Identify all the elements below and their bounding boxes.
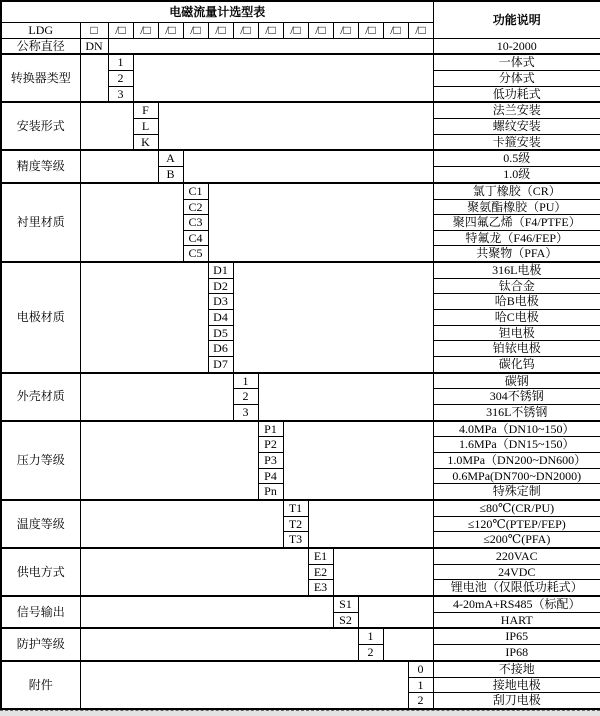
category-label: 信号输出	[1, 596, 80, 628]
bottom-cutoff-strip	[0, 710, 600, 716]
spacer-cell	[80, 373, 233, 421]
option-description: 4-20mA+RS485（标配）	[433, 596, 600, 612]
spacer-cell	[80, 150, 158, 182]
code-slot: /□	[183, 23, 208, 39]
option-description: 一体式	[433, 54, 600, 70]
option-description: 碳化钨	[433, 356, 600, 372]
option-code: 3	[108, 86, 133, 102]
option-description: ≤80℃(CR/PU)	[433, 500, 600, 516]
code-slot: /□	[358, 23, 383, 39]
option-description: 钛合金	[433, 278, 600, 294]
option-code: 1	[408, 677, 433, 693]
option-code: 2	[358, 645, 383, 661]
option-description: 特氟龙（F46/FEP）	[433, 230, 600, 246]
option-code: D2	[208, 278, 233, 294]
option-description: ≤200℃(PFA)	[433, 532, 600, 548]
option-code: D3	[208, 294, 233, 310]
option-description: 0.5级	[433, 150, 600, 166]
spacer-cell	[80, 661, 408, 709]
option-code: P1	[258, 421, 283, 437]
spacer-cell	[383, 628, 433, 660]
option-description: 接地电极	[433, 677, 600, 693]
spacer-cell	[133, 54, 433, 102]
spacer-cell	[108, 38, 433, 54]
option-code: C5	[183, 246, 208, 262]
code-slot: /□	[283, 23, 308, 39]
option-code: 0	[408, 661, 433, 677]
option-description: 0.6MPa(DN700~DN2000)	[433, 468, 600, 484]
category-label: 安装形式	[1, 102, 80, 150]
category-label: 公称直径	[1, 38, 80, 54]
code-slot: /□	[208, 23, 233, 39]
spacer-cell	[80, 548, 308, 596]
option-code: C2	[183, 199, 208, 215]
option-code: S2	[333, 612, 358, 628]
option-description: 304不锈钢	[433, 389, 600, 405]
option-code: E3	[308, 580, 333, 596]
option-code: T1	[283, 500, 308, 516]
option-code: D5	[208, 325, 233, 341]
option-code: D1	[208, 262, 233, 278]
code-slot: /□	[108, 23, 133, 39]
option-description: 钽电极	[433, 325, 600, 341]
spacer-cell	[80, 183, 183, 262]
option-description: 分体式	[433, 71, 600, 87]
option-code: 2	[408, 693, 433, 709]
option-code: A	[158, 150, 183, 166]
option-description: 螺纹安装	[433, 119, 600, 135]
option-description: 316L电极	[433, 262, 600, 278]
option-code: C3	[183, 215, 208, 231]
spacer-cell	[208, 183, 433, 262]
option-description: 24VDC	[433, 564, 600, 580]
option-description: 1.0级	[433, 167, 600, 183]
spacer-cell	[333, 548, 433, 596]
spacer-cell	[258, 373, 433, 421]
code-slot: /□	[258, 23, 283, 39]
option-description: 法兰安装	[433, 102, 600, 118]
option-code: P3	[258, 452, 283, 468]
spacer-cell	[80, 421, 258, 500]
code-slot: /□	[408, 23, 433, 39]
code-slot: /□	[308, 23, 333, 39]
function-description-header: 功能说明	[433, 1, 600, 38]
option-code: 1	[358, 628, 383, 644]
option-code: C1	[183, 183, 208, 199]
option-description: IP65	[433, 628, 600, 644]
option-code: T2	[283, 516, 308, 532]
option-code: 2	[233, 389, 258, 405]
option-description: 1.6MPa（DN15~150）	[433, 437, 600, 453]
option-code: L	[133, 119, 158, 135]
code-slot: /□	[133, 23, 158, 39]
option-code: P2	[258, 437, 283, 453]
option-description: 聚四氟乙烯（F4/PTFE）	[433, 215, 600, 231]
code-slot: /□	[233, 23, 258, 39]
category-label: 转换器类型	[1, 54, 80, 102]
option-description: 锂电池（仅限低功耗式）	[433, 580, 600, 596]
spacer-cell	[80, 102, 133, 150]
spacer-cell	[80, 596, 333, 628]
code-slot: /□	[383, 23, 408, 39]
code-slot: /□	[333, 23, 358, 39]
option-code: P4	[258, 468, 283, 484]
option-code: T3	[283, 532, 308, 548]
option-code: 2	[108, 71, 133, 87]
option-description: 1.0MPa（DN200~DN600）	[433, 452, 600, 468]
option-code: B	[158, 167, 183, 183]
option-code: 1	[108, 54, 133, 70]
category-label: 电极材质	[1, 262, 80, 373]
model-prefix: LDG	[1, 23, 80, 39]
table-title: 电磁流量计选型表	[1, 1, 433, 23]
option-description: 共聚物（PFA）	[433, 246, 600, 262]
option-code: D6	[208, 341, 233, 357]
option-description: 特殊定制	[433, 484, 600, 500]
option-description: 卡箍安装	[433, 134, 600, 150]
option-description: HART	[433, 612, 600, 628]
spacer-cell	[283, 421, 433, 500]
option-code: C4	[183, 230, 208, 246]
spacer-cell	[158, 102, 433, 150]
option-code: F	[133, 102, 158, 118]
option-description: 低功耗式	[433, 86, 600, 102]
category-label: 防护等级	[1, 628, 80, 660]
option-description: 聚氨酯橡胶（PU）	[433, 199, 600, 215]
option-code: Pn	[258, 484, 283, 500]
code-slot-box: □	[80, 23, 108, 39]
option-description: 316L不锈钢	[433, 404, 600, 420]
option-description: 220VAC	[433, 548, 600, 564]
option-description: ≤120℃(PTEP/FEP)	[433, 516, 600, 532]
option-description: 哈B电极	[433, 294, 600, 310]
option-code: DN	[80, 38, 108, 54]
option-code: E2	[308, 564, 333, 580]
category-label: 供电方式	[1, 548, 80, 596]
spacer-cell	[80, 500, 283, 548]
option-description: 铂铱电极	[433, 341, 600, 357]
option-description: 4.0MPa（DN10~150）	[433, 421, 600, 437]
category-label: 外壳材质	[1, 373, 80, 421]
option-code: K	[133, 134, 158, 150]
spacer-cell	[80, 262, 208, 373]
option-description: IP68	[433, 645, 600, 661]
spacer-cell	[308, 500, 433, 548]
category-label: 附件	[1, 661, 80, 709]
option-description: 氯丁橡胶（CR）	[433, 183, 600, 199]
category-label: 衬里材质	[1, 183, 80, 262]
option-code: D4	[208, 310, 233, 326]
option-description: 10-2000	[433, 38, 600, 54]
option-description: 刮刀电极	[433, 693, 600, 709]
option-code: S1	[333, 596, 358, 612]
spacer-cell	[358, 596, 433, 628]
spacer-cell	[80, 54, 108, 102]
spacer-cell	[233, 262, 433, 373]
option-description: 哈C电极	[433, 310, 600, 326]
option-code: D7	[208, 356, 233, 372]
spacer-cell	[183, 150, 433, 182]
spacer-cell	[80, 628, 358, 660]
option-code: 3	[233, 404, 258, 420]
code-slot: /□	[158, 23, 183, 39]
option-code: 1	[233, 373, 258, 389]
category-label: 压力等级	[1, 421, 80, 500]
option-description: 碳钢	[433, 373, 600, 389]
category-label: 温度等级	[1, 500, 80, 548]
option-description: 不接地	[433, 661, 600, 677]
category-label: 精度等级	[1, 150, 80, 182]
option-code: E1	[308, 548, 333, 564]
